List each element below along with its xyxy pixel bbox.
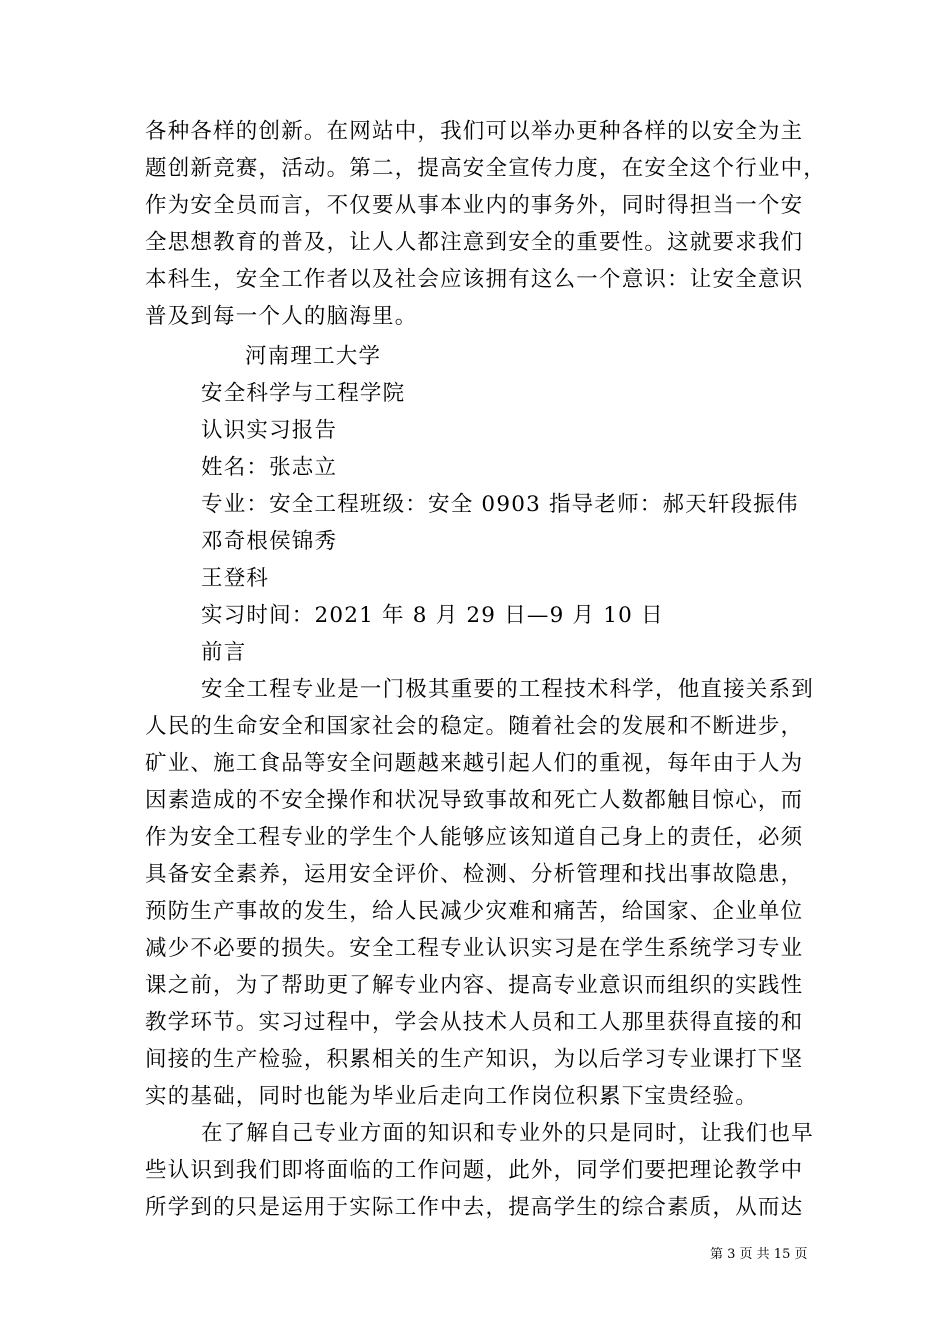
paragraph-line: 各种各样的创新。在网站中，我们可以举办更种各样的以安全为主	[145, 119, 804, 144]
paragraph-line: 间接的生产检验，积累相关的生产知识，为以后学习专业课打下坚	[145, 1047, 804, 1072]
paragraph-line: 课之前，为了帮助更了解专业内容、提高专业意识而组织的实践性	[145, 973, 804, 998]
report-title: 认识实习报告	[201, 418, 338, 443]
paragraph-line: 减少不必要的损失。安全工程专业认识实习是在学生系统学习专业	[145, 936, 804, 961]
college-name: 安全科学与工程学院	[201, 381, 406, 406]
advisors-continued: 邓奇根侯锦秀	[201, 529, 338, 554]
paragraph-line: 人民的生命安全和国家社会的稳定。随着社会的发展和不断进步，	[145, 714, 804, 739]
page-number: 第 3 页 共 15 页	[710, 1247, 808, 1262]
paragraph-line: 实的基础，同时也能为毕业后走向工作岗位积累下宝贵经验。	[145, 1084, 758, 1109]
paragraph-line: 作为安全员而言，不仅要从事本业内的事务外，同时得担当一个安	[145, 193, 804, 218]
paragraph-line: 教学环节。实习过程中，学会从技术人员和工人那里获得直接的和	[145, 1010, 804, 1035]
paragraph-line: 安全工程专业是一门极其重要的工程技术科学，他直接关系到	[201, 677, 814, 702]
paragraph-line: 所学到的只是运用于实际工作中去，提高学生的综合素质，从而达	[145, 1195, 804, 1220]
advisors-continued: 王登科	[201, 566, 270, 591]
paragraph-line: 题创新竞赛，活动。第二，提高安全宣传力度，在安全这个行业中，	[145, 156, 827, 181]
paragraph-line: 因素造成的不安全操作和状况导致事故和死亡人数都触目惊心，而	[145, 788, 804, 813]
preface-heading: 前言	[201, 640, 247, 665]
paragraph-line: 预防生产事故的发生，给人民减少灾难和痛苦，给国家、企业单位	[145, 899, 804, 924]
paragraph-line: 作为安全工程专业的学生个人能够应该知道自己身上的责任，必须	[145, 825, 804, 850]
paragraph-line: 普及到每一个人的脑海里。	[145, 304, 418, 329]
university-name: 河南理工大学	[245, 344, 382, 369]
internship-time: 实习时间：2021 年 8 月 29 日—9 月 10 日	[201, 603, 664, 628]
student-name: 姓名：张志立	[201, 455, 338, 480]
paragraph-line: 具备安全素养，运用安全评价、检测、分析管理和找出事故隐患，	[145, 862, 804, 887]
paragraph-line: 在了解自己专业方面的知识和专业外的只是同时，让我们也早	[201, 1121, 814, 1146]
major-class-advisors: 专业：安全工程班级：安全 0903 指导老师：郝天轩段振伟	[201, 492, 799, 517]
paragraph-line: 矿业、施工食品等安全问题越来越引起人们的重视，每年由于人为	[145, 751, 804, 776]
paragraph-line: 些认识到我们即将面临的工作问题，此外，同学们要把理论教学中	[145, 1158, 804, 1183]
paragraph-line: 全思想教育的普及，让人人都注意到安全的重要性。这就要求我们	[145, 230, 804, 255]
paragraph-line: 本科生，安全工作者以及社会应该拥有这么一个意识：让安全意识	[145, 267, 804, 292]
